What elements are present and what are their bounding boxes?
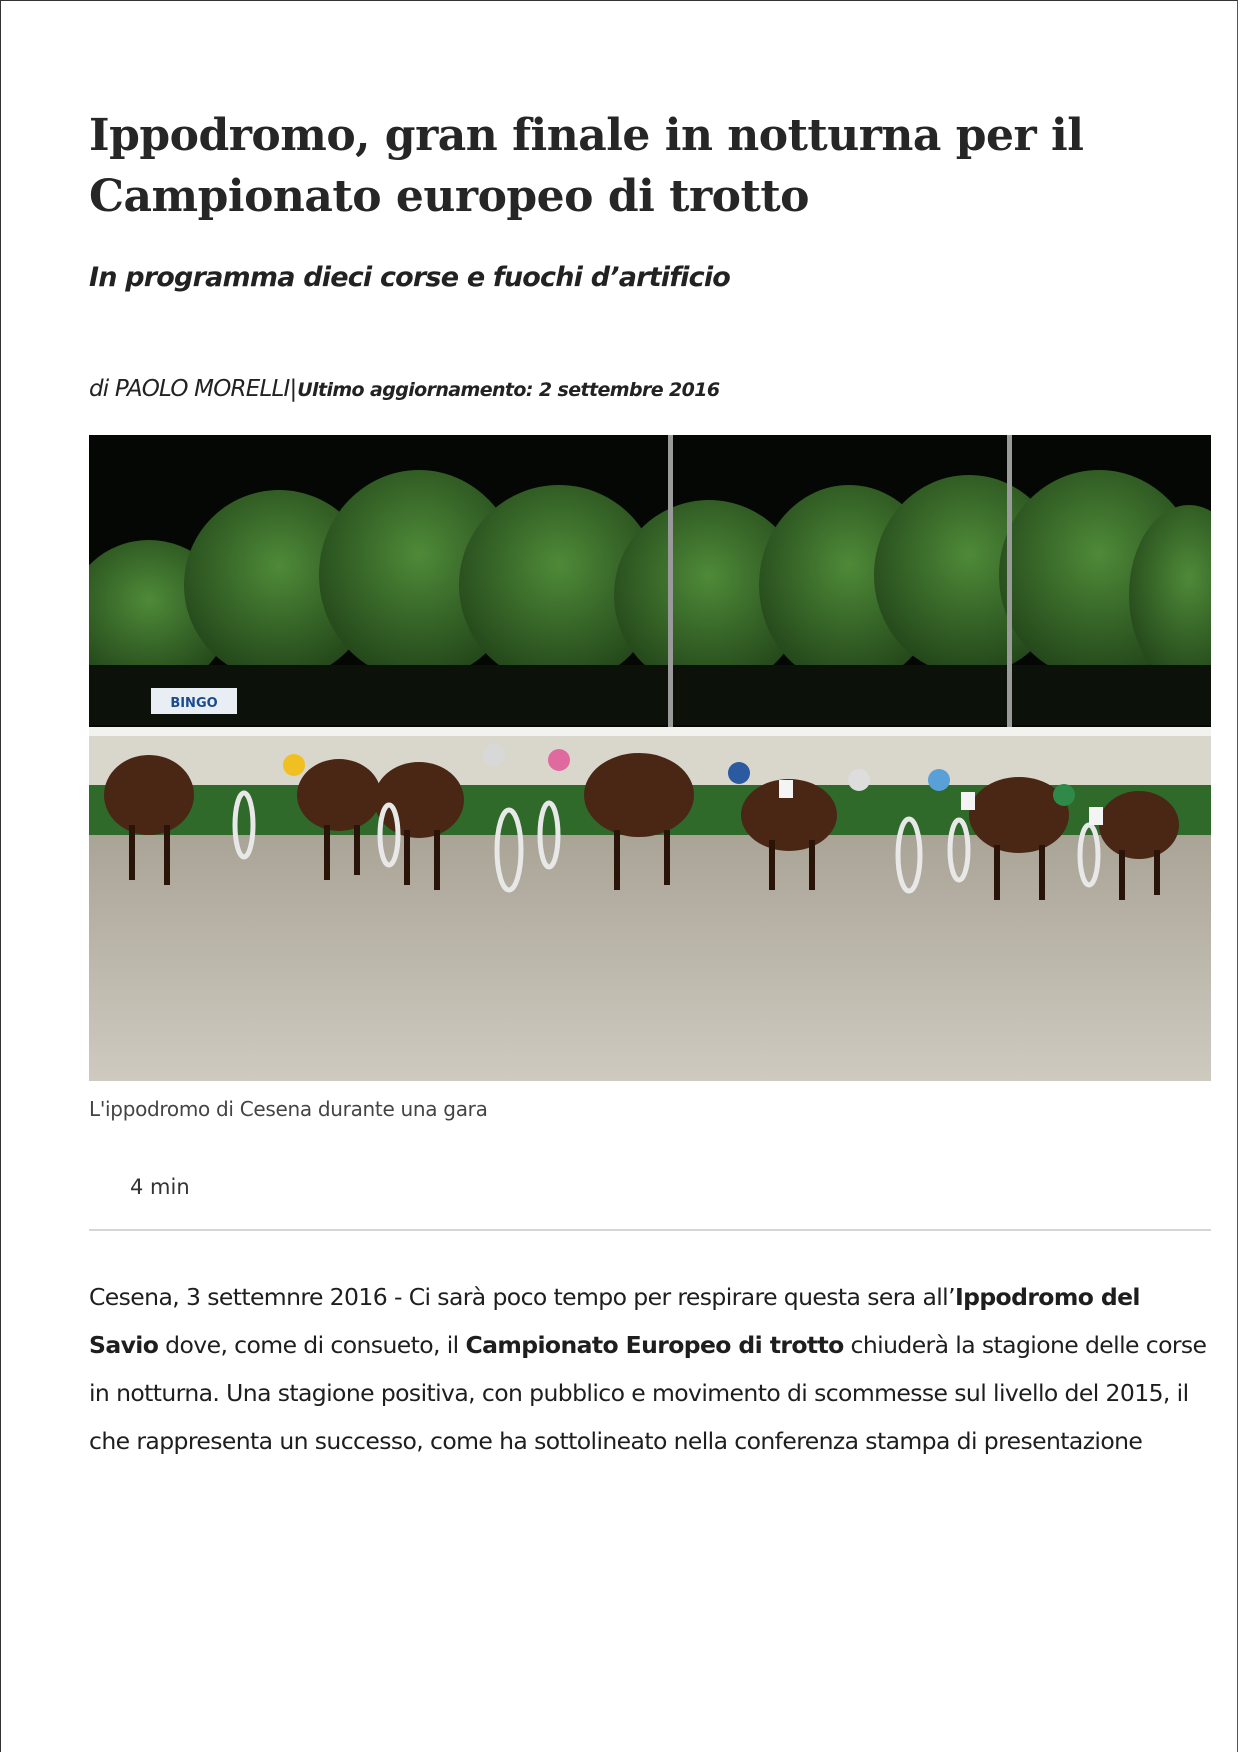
article-title-line2: Campionato europeo di trotto — [89, 171, 809, 222]
divider — [89, 1229, 1211, 1231]
article-subtitle: In programma dieci corse e fuochi d’artificio — [89, 262, 731, 293]
article — [89, 105, 1211, 1465]
read-time: 4 min — [130, 1175, 190, 1199]
article-title-line1: Ippodromo, gran finale in notturna per il — [89, 110, 1084, 161]
byline — [89, 376, 1211, 402]
article-title — [89, 105, 1211, 227]
article-figure — [89, 435, 1211, 1121]
author-link[interactable]: di PAOLO MORELLI — [89, 376, 290, 402]
sponsor-sign-text: BINGO — [170, 696, 218, 711]
body-paragraph — [89, 1273, 1211, 1465]
body-bold-ippodromo: Ippodromo del Savio — [89, 1283, 1140, 1359]
body-bold-campionato: Campionato Europeo di trotto — [465, 1331, 844, 1359]
article-photo — [89, 435, 1211, 1081]
article-body — [89, 1273, 1211, 1465]
byline-separator: | — [289, 376, 298, 402]
body-text: dove, come di consueto, il — [158, 1331, 466, 1359]
body-text: Cesena, 3 settemnre 2016 - Ci sarà poco tempo per respirare questa sera all’ — [89, 1283, 955, 1311]
last-updated: Ultimo aggiornamento: 2 settembre 2016 — [297, 379, 720, 401]
image-caption: L'ippodromo di Cesena durante una gara — [89, 1097, 488, 1121]
body-text: chiuderà la stagione delle corse in notturna. Una stagione positiva, con pubblico e movimento di scommesse sul livello del 2015, il che rappresenta un successo, come ha sottolineato nella conferenza stampa di presentazione — [89, 1331, 1207, 1455]
